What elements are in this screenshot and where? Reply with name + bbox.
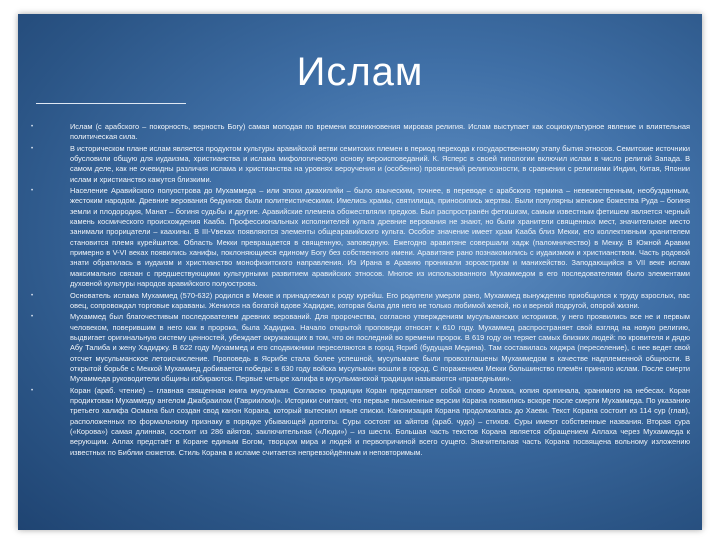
bullet-paragraph xyxy=(28,386,690,458)
presentation-slide xyxy=(18,14,702,530)
bullet-marker-icon: • xyxy=(31,145,34,152)
paragraph-text: Население Аравийского полуострова до Мухаммеда – или эпохи джахилийи – было языческим, точнее, в переводе с арабского термина – невежественным, необузданным, жестоким народом. Древние верования бедуинов были политеистическими. Имелись храмы, святилища, приносились жертвы. Были популярны женские божества Руда – богиня земли и плодородия, Манат – богиня судьбы и другие. Аравийские племена обожествляли предков. Был распространён фетишизм, самым известным фетишем является черный камень космического происхождения Кааба. Профессиональных исполнителей культа древние верования не знают, но были хранители священных мест, значительное место занимали прорицатели – каахины. В III-Vвеках появляются элементы общеаравийского культа. Особое значение имеет храм Кааба близ Мекки, его коллективным хранителем становится племя курейшитов. Область Мекки превращается в священную, заповедную. Ежегодно аравитяне совершали хадж (паломничество) в Мекку. В Южной Аравии примерно в V-VI веках появились ханифы, поклоняющиеся единому Богу без собственного имени. Аравитяне рано познакомились с иудаизмом и христианством. Часть родовой знати обратилась в иудаизм и христианство монофизитского направления. Из Ирана в Аравию проникали зороастризм и манихейство. Заподающийся в VII веке ислам максимально связан с предшествующими культурными развитием аравийских этносов. Многое из использованного Мухаммедом в его последователями было элементами духовной культуры народов аравийского полуострова. xyxy=(70,186,690,289)
paragraph-text: В историческом плане ислам является продуктом культуры аравийской ветви семитских племен в период перехода к государственному этапу бытия этносов. Семитские источники обусловили общую для иудаизма, христианства и ислама мифологическую основу вероисповеданий. К. Ясперс в своей типологии включил ислам в число религий Запада. В самом деле, как не очевидны различия ислама и христианства на уровнях вероучения и (особенно) проявлений религиозности, в сравнении с религиями Индии, Китая, Японии ислам и христианство кажутся близкими. xyxy=(70,143,690,184)
bullet-marker-icon: • xyxy=(31,188,34,195)
paragraph-text: Мухаммед был благочестивым последователем древних верований. Для пророчества, согласно утверждениям мусульманских историков, у него проявились все не и первым человеком, поверившим в него как в пророка, была Хадиджа. Начало открытой проповеди относят к 610 году. Мухаммед распространяет свой взгляд на новую религию, выдвигает оригинальную систему ценностей, убеждает окружающих в том, что он последний во времени пророк. В 619 году он теряет самых близких людей: по кровителя и дядю Абу Талиба и жену Хадиджу. В 622 году Мухаммед и его сподвижники переселяются в город Ясриб (будущая Медина). Там составилась хиджра (переселение), с нее ведет свой отсчет мусульманское летоисчисление. Проповедь в Ясрибе стала более успешной, мусульмане были провозглашены Мухаммедом в качестве надплеменной общности. В открытой борьбе с Меккой Мухаммед добивается победы: в 630 году войска мусульман вошли в город. С поражением Мекки большинство племён приняло ислам. После смерти Мухаммеда руководители общины избираются. Первые четыре халифа в мусульманской традиции называются «праведными». xyxy=(70,312,690,384)
slide-body xyxy=(28,122,690,524)
paragraph-text: Ислам (с арабского – покорность, верность Богу) самая молодая по времени возникновения мировая религия. Ислам выступает как социокультурное явление и влиятельная политическая сила. xyxy=(70,122,690,142)
bullet-marker-icon: • xyxy=(31,124,34,130)
bullet-paragraph xyxy=(28,186,690,289)
paragraph-text: Коран (араб. чтение) – главная священная книга мусульман. Согласно традиции Коран представляет собой слово Аллаха, копия оригинала, хранимого на небесах. Коран продиктован Мухаммеду ангелом Джабраилом (Гавриилом)». Историки считают, что первые письменные версии Корана появились вскоре после смерти Мухаммеда. По указанию третьего халифа Османа был создан свод канон Корана, который вытеснил иные списки. Канонизация Корана продолжалась до Хаеви. Текст Корана состоит из 114 сур (глав), расположенных по формальному признаку в порядке убывающей долготы. Суры состоят из айятов (араб. чудо) – стихов. Суры имеют собственные названия. Вторая сура («Корова») самая длинная, состоит из 286 айятов, заключительная («Люди») – из шести. Большая часть текстов Корана является обращением Аллаха через Мухаммеда к верующим. Аллах предстаёт в Коране единым Богом, творцом мира и людей и первопричиной всего сущего. Значительная часть Корана посвящена вольному изложению известных по Библии сюжетов. Стиль Корана в исламе считается непревзойдённым и неповторимым. xyxy=(70,385,690,457)
title-divider xyxy=(36,103,186,104)
bullet-paragraph xyxy=(28,291,690,312)
bullet-list xyxy=(28,122,690,458)
slide-title: Ислам xyxy=(296,50,424,94)
bullet-paragraph xyxy=(28,122,690,143)
paragraph-text: Основатель ислама Мухаммед (570-632) родился в Мекке и принадлежал к роду курейш. Его родители умерли рано, Мухаммед вынужденно приобщился к труду взрослых, пас овец, сопровождал торговые караваны. Женился на богатой вдове Хадидже, которая была для него не только любимой женой, но и верной подругой, опорой жизни. xyxy=(70,290,690,310)
bullet-marker-icon: • xyxy=(31,387,34,394)
bullet-marker-icon: • xyxy=(31,314,34,321)
bullet-marker-icon: • xyxy=(31,292,34,299)
bullet-paragraph xyxy=(28,144,690,185)
bullet-paragraph xyxy=(28,312,690,384)
